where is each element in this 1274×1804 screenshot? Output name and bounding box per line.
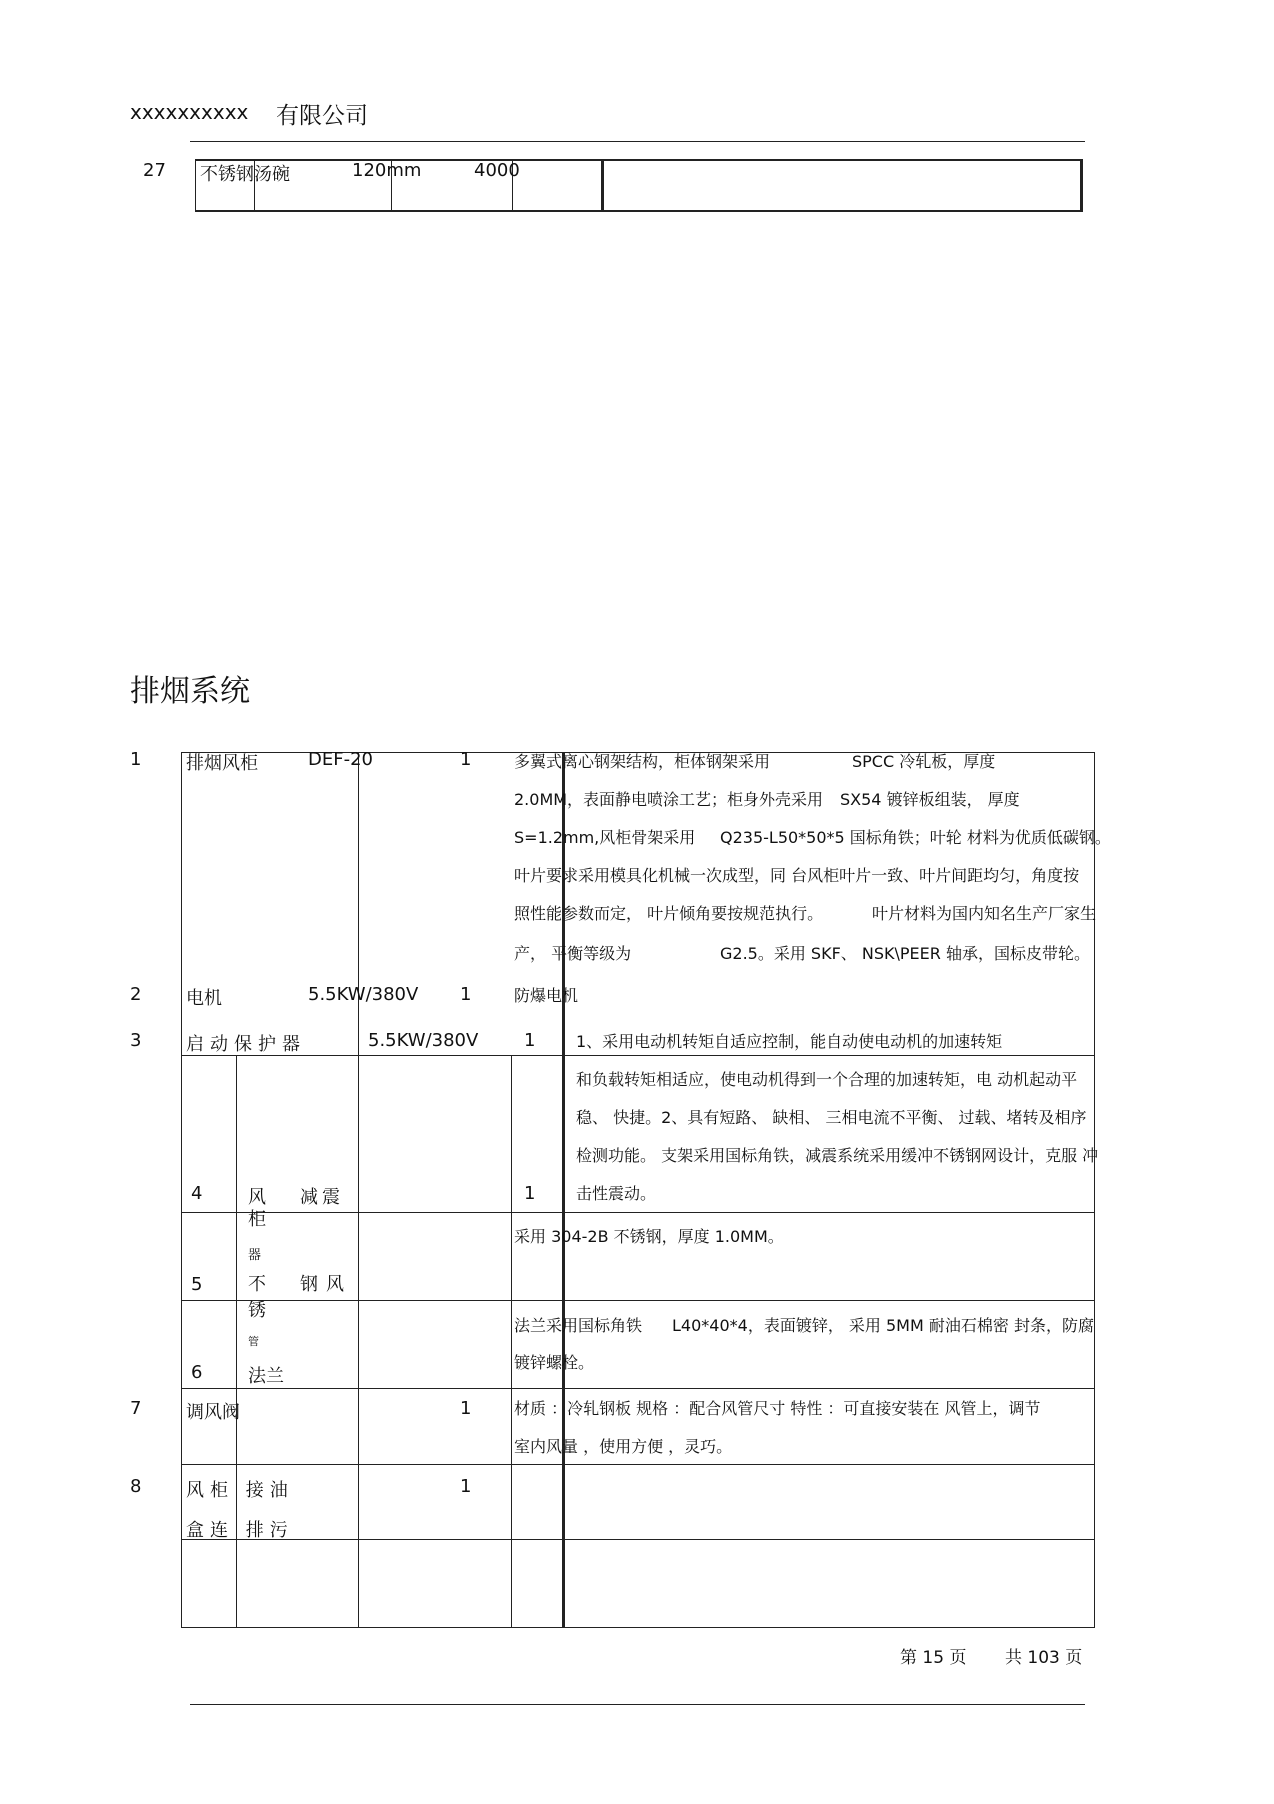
row-desc-line: 材质 ：冷轧钢板 规格 ：配合风管尺寸 特性 ：可直接安装在 风管上，调节 xyxy=(514,1399,1041,1418)
row-desc-line: 2.0MM，表面静电喷涂工艺；柜身外壳采用 xyxy=(514,790,824,809)
row-name-part: 风 xyxy=(248,1187,266,1208)
row-desc-line: G2.5。采用 SKF、 NSK\PEER 轴承，国标皮带轮。 xyxy=(720,944,1090,963)
row-name: 法兰 xyxy=(248,1366,284,1387)
row-no: 5 xyxy=(191,1274,203,1295)
row-desc-line: 镀锌螺栓。 xyxy=(514,1353,595,1372)
row-no: 6 xyxy=(191,1362,203,1383)
row-27-name: 不锈钢汤碗 xyxy=(200,164,290,185)
company-code: xxxxxxxxxx xyxy=(130,100,249,124)
row-desc-line: 击性震动。 xyxy=(576,1184,657,1203)
row-desc-line: 法兰采用国标角铁 xyxy=(514,1316,643,1335)
row-desc-line: 稳、 快捷。2、具有短路、 缺相、 三相电流不平衡、 过载、堵转及相序 xyxy=(576,1108,1087,1127)
row-name-part: 不 xyxy=(248,1274,266,1295)
row-name-part: 钢风 xyxy=(300,1274,352,1295)
row-desc-line: SX54 镀锌板组装， 厚度 xyxy=(840,790,1020,809)
row-no: 8 xyxy=(130,1476,142,1497)
row-qty: 1 xyxy=(524,1183,536,1204)
row-name-line: 盒连 排污 xyxy=(186,1520,294,1541)
row-name: 电机 xyxy=(186,988,222,1009)
row-name-part: 器 xyxy=(248,1248,262,1263)
row-desc-line: 1、采用电动机转矩自适应控制，能自动使电动机的加速转矩 xyxy=(576,1032,1003,1051)
row-desc-line: 叶片要求采用模具化机械一次成型，同 台风柜叶片一致、叶片间距均匀，角度按 xyxy=(514,866,1080,885)
row-desc-line: 检测功能。 支架采用国标角铁，减震系统采用缓冲不锈钢网设计，克服 冲 xyxy=(576,1146,1099,1165)
row-desc-line: L40*40*4，表面镀锌， 采用 5MM 耐油石棉密 封条，防腐 xyxy=(672,1316,1094,1335)
row-name: 调风阀 xyxy=(186,1402,240,1423)
row-desc-line: 产， 平衡等级为 xyxy=(514,944,632,963)
row-no: 1 xyxy=(130,749,142,770)
section-title: 排烟系统 xyxy=(130,674,250,709)
row-qty: 1 xyxy=(460,984,472,1005)
row-name-part: 管 xyxy=(248,1335,259,1348)
row-desc-line: 叶片材料为国内知名生产厂家生 xyxy=(872,904,1097,923)
row-no: 2 xyxy=(130,984,142,1005)
header-rule xyxy=(190,141,1085,142)
row-desc: 防爆电机 xyxy=(514,986,579,1005)
row-desc-line: 多翼式离心钢架结构，柜体钢架采用 xyxy=(514,752,771,771)
row-name-part: 减震 xyxy=(300,1187,344,1208)
footer-rule xyxy=(190,1704,1085,1705)
row-name-part: 锈 xyxy=(248,1300,266,1321)
row-no: 4 xyxy=(191,1183,203,1204)
row-no: 7 xyxy=(130,1398,142,1419)
row-spec: DEF-20 xyxy=(308,749,373,770)
row-desc-line: 和负载转矩相适应，使电动机得到一个合理的加速转矩，电 动机起动平 xyxy=(576,1070,1078,1089)
row-desc-line: SPCC 冷轧板，厚度 xyxy=(852,752,996,771)
row-no: 3 xyxy=(130,1030,142,1051)
row-27-no: 27 xyxy=(143,160,166,181)
row-name-line: 风柜 接油 xyxy=(186,1480,294,1501)
row-qty: 1 xyxy=(460,1398,472,1419)
row-desc-line: Q235-L50*50*5 国标角铁；叶轮 材料为优质低碳钢。 xyxy=(720,828,1111,847)
row-desc-line: 室内风量 ，使用方便 ，灵巧。 xyxy=(514,1437,733,1456)
row-name: 启动保护器 xyxy=(186,1034,306,1055)
page-number: 第 15 页 xyxy=(900,1648,967,1668)
row-spec: 5.5KW/380V xyxy=(308,984,419,1005)
company-name: 有限公司 xyxy=(276,103,368,129)
row-27-qty: 4000 xyxy=(474,160,520,181)
page-total: 共 103 页 xyxy=(1005,1648,1083,1668)
row-name-part: 柜 xyxy=(248,1209,266,1230)
row-desc: 采用 304-2B 不锈钢，厚度 1.0MM。 xyxy=(514,1227,784,1246)
row-qty: 1 xyxy=(524,1030,536,1051)
row-name: 排烟风柜 xyxy=(186,753,258,774)
row-qty: 1 xyxy=(460,1476,472,1497)
row-qty: 1 xyxy=(460,749,472,770)
row-spec: 5.5KW/380V xyxy=(368,1030,479,1051)
row-desc-line: S=1.2mm,风柜骨架采用 xyxy=(514,828,696,847)
row-desc-line: 照性能参数而定， 叶片倾角要按规范执行。 xyxy=(514,904,824,923)
row-27-spec: 120mm xyxy=(352,160,422,181)
